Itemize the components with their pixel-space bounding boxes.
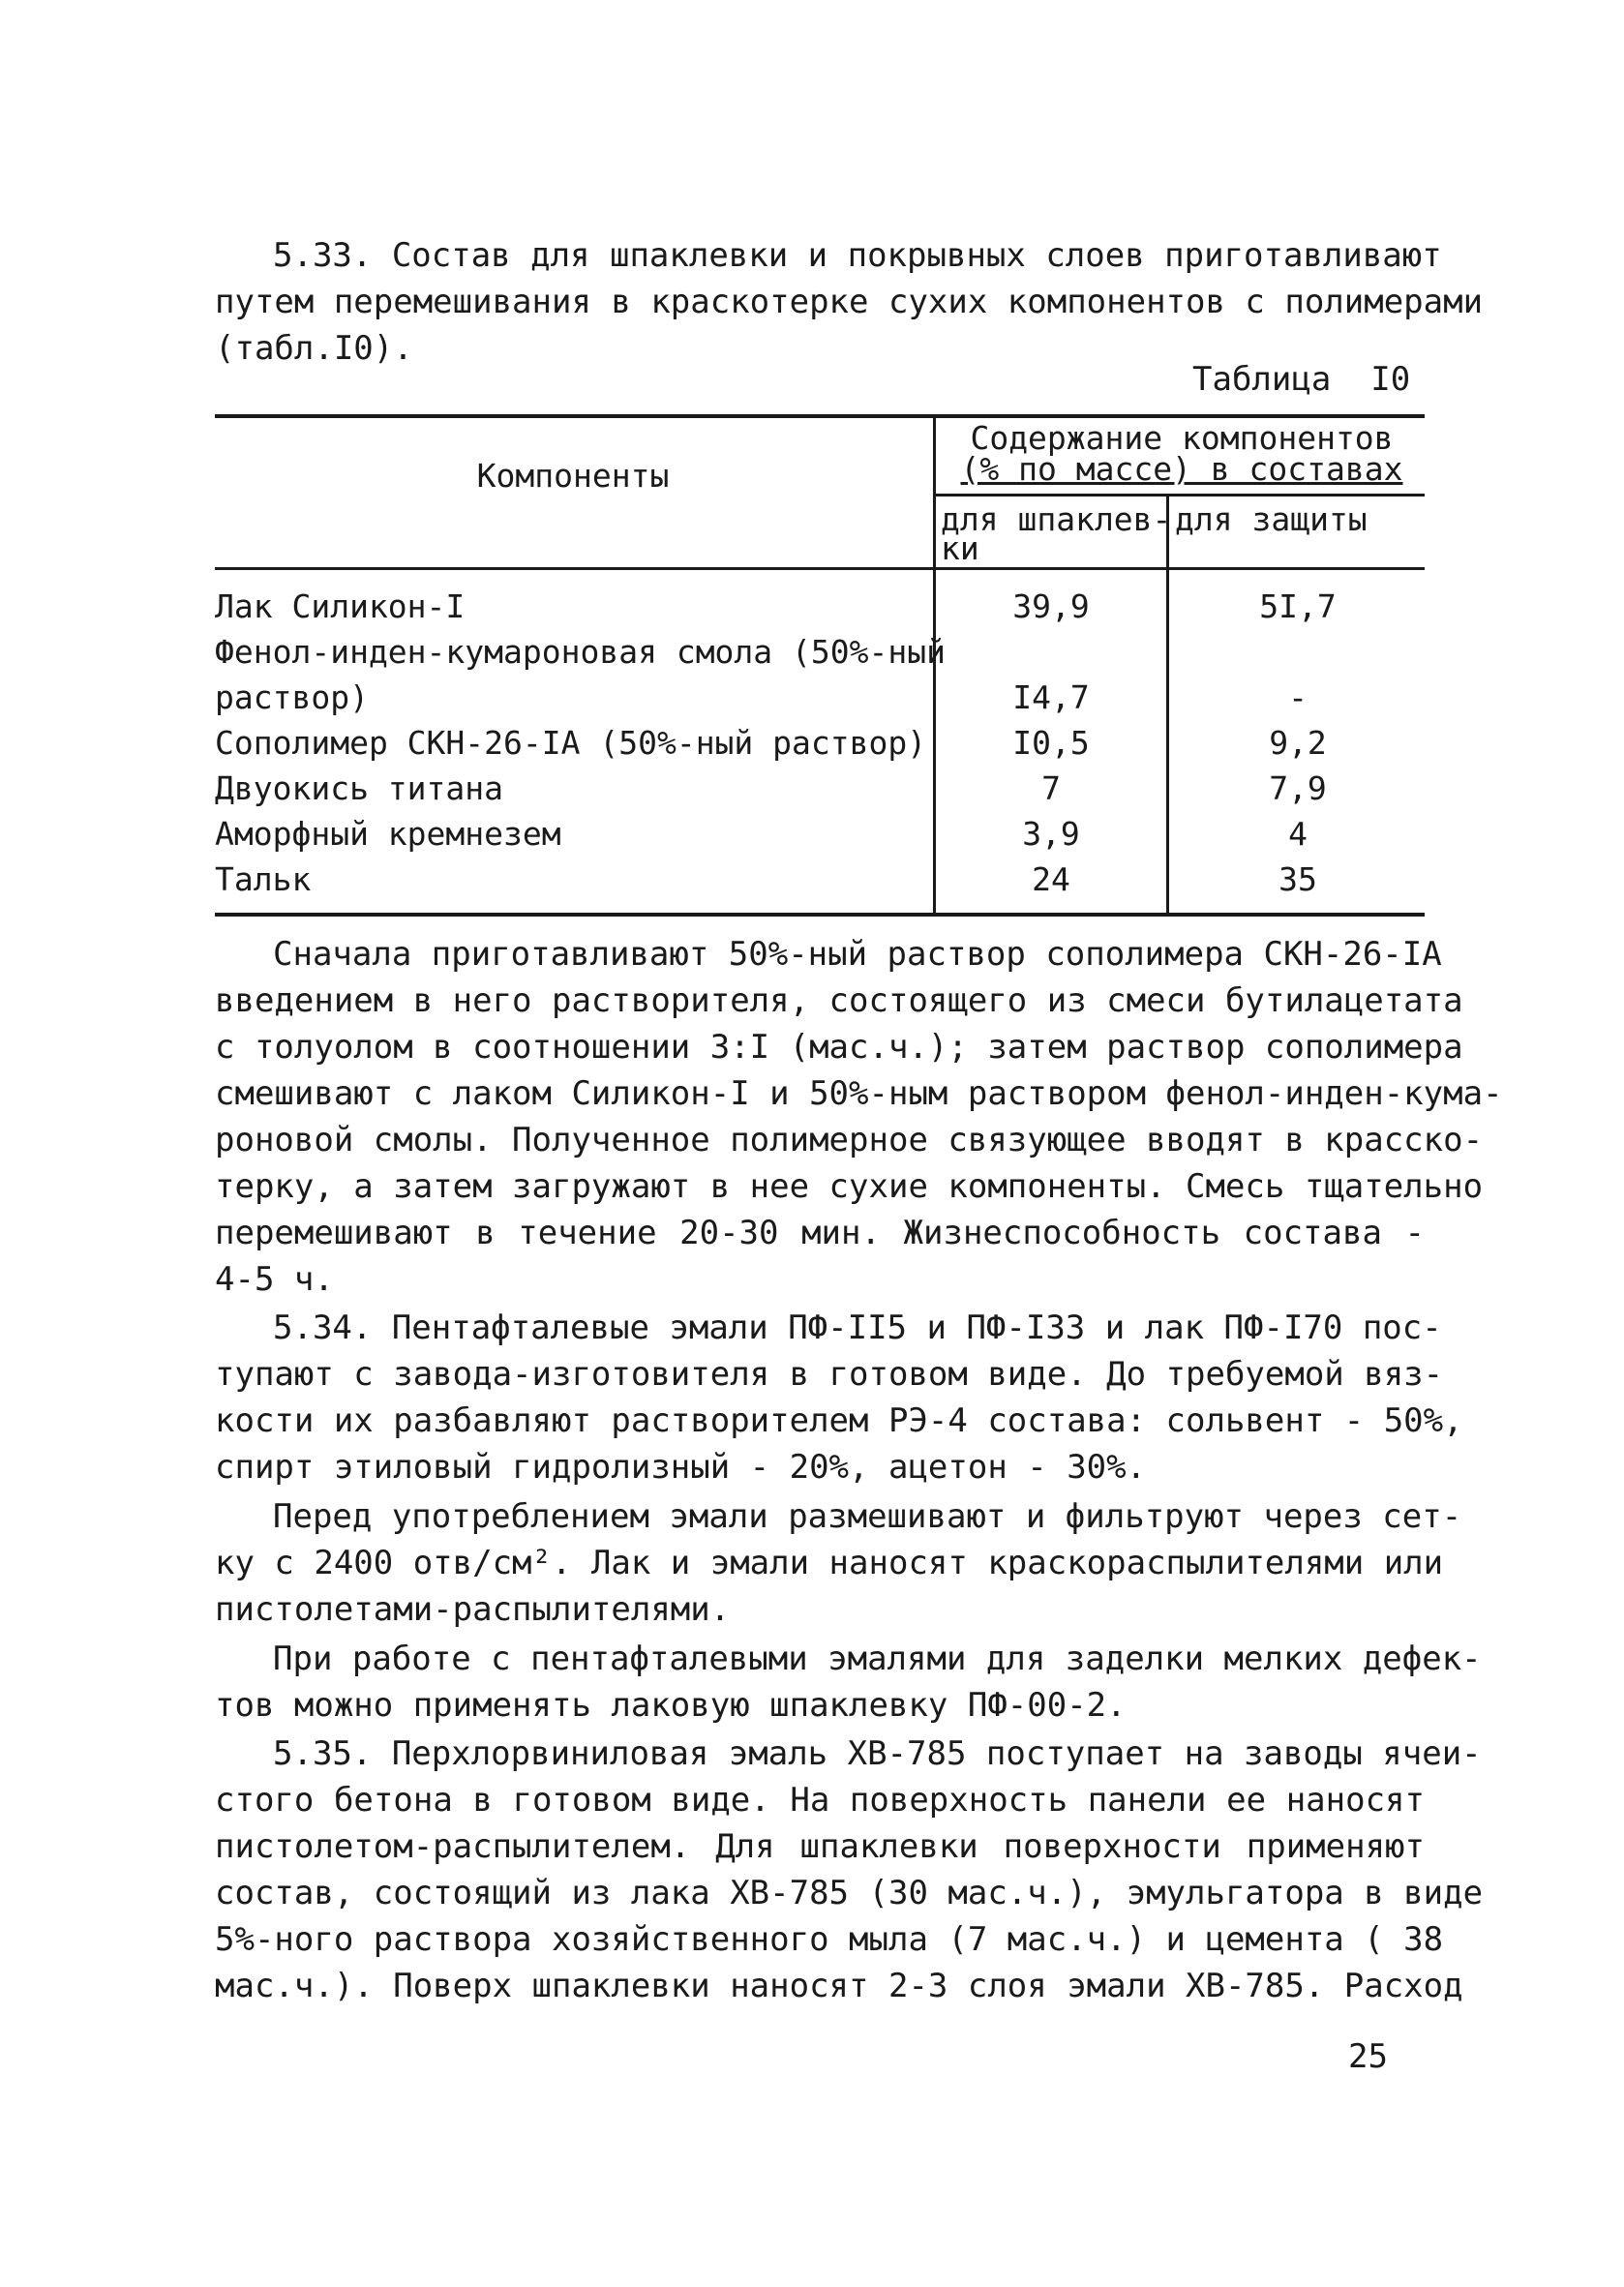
para-534-line-1: 5.34. Пентафталевые эмали ПФ-II5 и ПФ-I33 и лак ПФ-I70 пос- [273, 1309, 1442, 1347]
row-value-putty: 3,9 [1022, 815, 1080, 853]
header-content-line-2: (% по массе) в составах [960, 450, 1403, 488]
row-value-putty: 24 [1032, 860, 1070, 898]
para-after-line-6: терку, а затем загружают в нее сухие компоненты. Смесь тщательно [215, 1167, 1484, 1206]
header-content-line-1: Содержание компонентов [970, 419, 1394, 457]
para-534-line-3: кости их разбавляют растворителем РЭ-4 состава: сольвент - 50%, [215, 1401, 1463, 1440]
para-pf-line-1: При работе с пентафталевыми эмалями для заделки мелких дефек- [273, 1640, 1482, 1678]
para-535-line-6: мас.ч.). Поверх шпаклевки наносят 2-3 слоя эмали ХВ-785. Расход [215, 1967, 1463, 2005]
para-535-line-3: пистолетом-распылителем. Для шпаклевки поверхности применяют [215, 1827, 1425, 1866]
header-col1-line-1: для шпаклев- [941, 500, 1172, 538]
table-header-sub-rule [935, 494, 1425, 497]
para-after-line-4: смешивают с лаком Силикон-I и 50%-ным раствором фенол-инден-кума- [215, 1074, 1503, 1113]
page-number: 25 [1348, 2037, 1388, 2076]
row-value-protection: 35 [1278, 860, 1317, 898]
para-after-line-1: Сначала приготавливают 50%-ный раствор сополимера СКН-26-IA [273, 935, 1442, 974]
para-pf-line-2: тов можно применять лаковую шпаклевку ПФ-00-2. [215, 1686, 1127, 1725]
table-caption: Таблица I0 [1192, 360, 1411, 399]
row-value-protection: 7,9 [1269, 769, 1327, 807]
header-col2: для защиты [1175, 500, 1368, 538]
row-value-putty: 39,9 [1012, 587, 1090, 625]
row-value-putty: I0,5 [1012, 724, 1090, 762]
row-value-protection: 4 [1288, 815, 1308, 853]
para-emal-line-1: Перед употреблением эмали размешивают и фильтруют через сет- [273, 1497, 1462, 1536]
para-emal-line-2: ку с 2400 отв/см². Лак и эмали наносят краскораспылителями или [215, 1544, 1444, 1582]
table-bottom-rule [215, 913, 1425, 917]
row-value-protection: 9,2 [1269, 724, 1327, 762]
row-value-protection: - [1288, 678, 1308, 716]
table-top-rule [215, 414, 1425, 418]
row-name: Тальк [215, 860, 312, 898]
para-after-line-7: перемешивают в течение 20-30 мин. Жизнеспособность состава - [215, 1214, 1425, 1252]
para-535-line-5: 5%-ного раствора хозяйственного мыла (7 мас.ч.) и цемента ( 38 [215, 1920, 1444, 1959]
row-name: Двуокись титана [215, 769, 504, 807]
para-534-line-2: тупают с завода-изготовителя в готовом виде. До требуемой вяз- [215, 1355, 1444, 1394]
components-table [215, 414, 1425, 918]
para-after-line-5: роновой смолы. Полученное полимерное связующее вводят в красско- [215, 1121, 1484, 1159]
row-name: Сополимер СКН-26-IA (50%-ный раствор) [215, 724, 927, 762]
row-name: Лак Силикон-I [215, 587, 466, 625]
header-components: Компоненты [476, 457, 670, 495]
row-value-putty: 7 [1041, 769, 1061, 807]
para-534-line-4: спирт этиловый гидролизный - 20%, ацетон - 30%. [215, 1448, 1147, 1487]
row-value-protection: 5I,7 [1259, 587, 1337, 625]
table-vline-2 [1166, 496, 1169, 917]
para-535-line-4: состав, состоящий из лака ХВ-785 (30 мас.ч.), эмульгатора в виде [215, 1874, 1484, 1912]
para-after-line-3: с толуолом в соотношении 3:I (мас.ч.); затем раствор сополимера [215, 1028, 1463, 1067]
header-col1-line-2: ки [941, 529, 979, 567]
table-header-rule [215, 567, 1425, 570]
row-value-putty: I4,7 [1012, 678, 1090, 716]
para-535-line-1: 5.35. Перхлорвиниловая эмаль ХВ-785 поступает на заводы ячеи- [273, 1734, 1482, 1773]
para-emal-line-3: пистолетами-распылителями. [215, 1590, 731, 1629]
para-after-line-2: введением в него растворителя, состоящего из смеси бутилацетата [215, 981, 1463, 1020]
row-name: раствор) [215, 678, 369, 716]
para-after-line-8: 4-5 ч. [215, 1260, 334, 1299]
row-name: Аморфный кремнезем [215, 815, 561, 853]
para-533-line-1: 5.33. Состав для шпаклевки и покрывных слоев приготавливают [273, 236, 1442, 275]
row-name: Фенол-инден-кумароновая смола (50%-ный [215, 633, 946, 671]
para-533-line-3: (табл.I0). [215, 329, 413, 368]
para-535-line-2: стого бетона в готовом виде. На поверхность панели ее наносят [215, 1781, 1425, 1820]
para-533-line-2: путем перемешивания в краскотерке сухих компонентов с полимерами [215, 283, 1484, 321]
